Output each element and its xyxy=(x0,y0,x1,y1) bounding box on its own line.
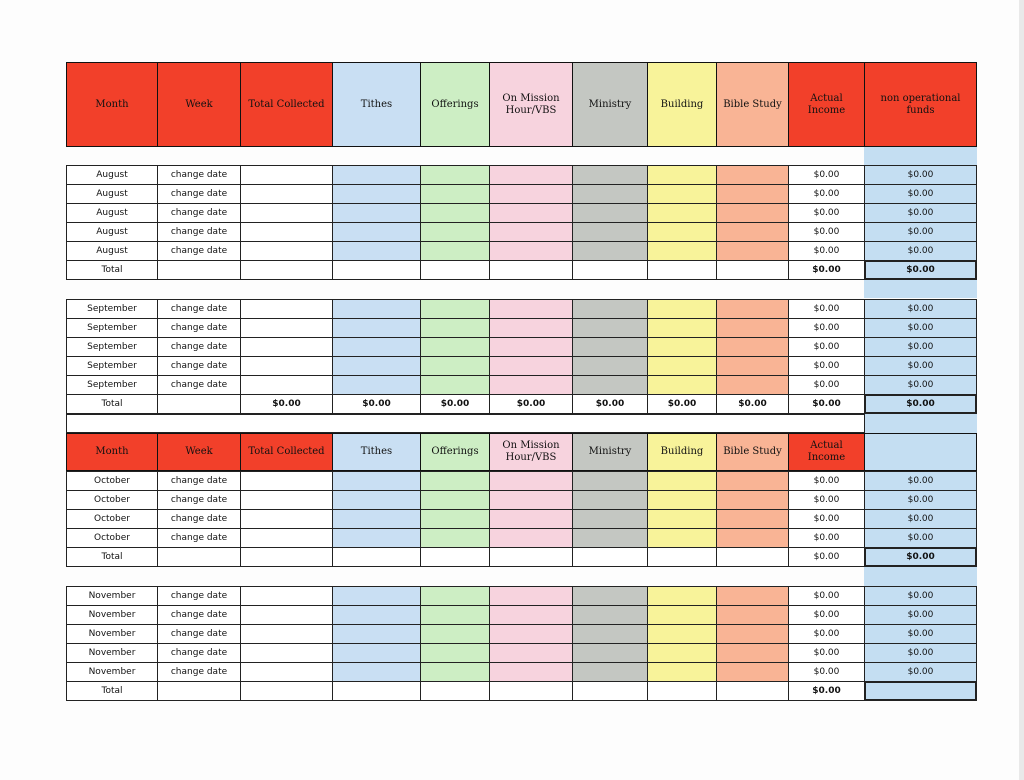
cell-tithes xyxy=(332,241,421,261)
week-cell: change date xyxy=(157,662,241,682)
non-op-gap xyxy=(864,566,977,586)
cell-total-collected xyxy=(240,662,333,682)
cell-ministry xyxy=(572,528,648,548)
cell-ministry xyxy=(572,222,648,242)
cell-on-mission xyxy=(489,318,573,338)
cell-building xyxy=(647,471,717,491)
cell-building xyxy=(647,356,717,376)
cell-total-collected xyxy=(240,586,333,606)
non-op-gap xyxy=(864,147,977,165)
month-cell: September xyxy=(66,318,158,338)
cell-bible-study xyxy=(716,375,789,395)
header-building: Building xyxy=(647,62,717,147)
actual-income-cell: $0.00 xyxy=(788,490,865,510)
non-op-cell: $0.00 xyxy=(864,528,977,548)
actual-income-cell: $0.00 xyxy=(788,643,865,663)
non-op-gap xyxy=(864,414,977,433)
cell-total-collected xyxy=(240,241,333,261)
cell-offerings xyxy=(420,165,490,185)
cell-total-collected xyxy=(240,605,333,625)
total-ministry xyxy=(572,547,648,567)
cell-offerings xyxy=(420,375,490,395)
cell-ministry xyxy=(572,356,648,376)
cell-total-collected xyxy=(240,184,333,204)
month-cell: November xyxy=(66,624,158,644)
week-cell: change date xyxy=(157,165,241,185)
non-op-cell: $0.00 xyxy=(864,241,977,261)
cell-building xyxy=(647,490,717,510)
total-actual-income: $0.00 xyxy=(788,260,865,280)
cell-offerings xyxy=(420,662,490,682)
cell-total-collected xyxy=(240,318,333,338)
month-cell: August xyxy=(66,203,158,223)
month-cell: August xyxy=(66,165,158,185)
actual-income-cell: $0.00 xyxy=(788,356,865,376)
cell-tithes xyxy=(332,490,421,510)
cell-tithes xyxy=(332,643,421,663)
cell-tithes xyxy=(332,375,421,395)
cell-ministry xyxy=(572,299,648,319)
cell-tithes xyxy=(332,165,421,185)
week-cell: change date xyxy=(157,605,241,625)
cell-tithes xyxy=(332,337,421,357)
month-cell: November xyxy=(66,605,158,625)
actual-income-cell: $0.00 xyxy=(788,318,865,338)
actual-income-cell: $0.00 xyxy=(788,337,865,357)
month-cell: September xyxy=(66,299,158,319)
non-op-cell: $0.00 xyxy=(864,586,977,606)
cell-building xyxy=(647,662,717,682)
non-op-cell: $0.00 xyxy=(864,605,977,625)
header-offerings: Offerings xyxy=(420,433,490,471)
cell-tithes xyxy=(332,586,421,606)
cell-bible-study xyxy=(716,471,789,491)
month-cell: October xyxy=(66,528,158,548)
month-cell: October xyxy=(66,490,158,510)
total-offerings: $0.00 xyxy=(420,394,490,414)
week-cell: change date xyxy=(157,624,241,644)
total-tithes xyxy=(332,681,421,701)
month-cell: September xyxy=(66,356,158,376)
week-cell: change date xyxy=(157,490,241,510)
cell-total-collected xyxy=(240,375,333,395)
cell-ministry xyxy=(572,165,648,185)
non-op-cell: $0.00 xyxy=(864,299,977,319)
actual-income-cell: $0.00 xyxy=(788,605,865,625)
total-on-mission: $0.00 xyxy=(489,394,573,414)
cell-total-collected xyxy=(240,528,333,548)
spacer-row xyxy=(66,414,865,433)
cell-ministry xyxy=(572,605,648,625)
cell-on-mission xyxy=(489,299,573,319)
cell-total-collected xyxy=(240,165,333,185)
total-week xyxy=(157,681,241,701)
header-tithes: Tithes xyxy=(332,62,421,147)
week-cell: change date xyxy=(157,528,241,548)
actual-income-cell: $0.00 xyxy=(788,662,865,682)
total-label: Total xyxy=(66,394,158,414)
non-op-cell: $0.00 xyxy=(864,509,977,529)
cell-on-mission xyxy=(489,165,573,185)
non-op-cell: $0.00 xyxy=(864,375,977,395)
total-ministry: $0.00 xyxy=(572,394,648,414)
non-op-cell: $0.00 xyxy=(864,662,977,682)
month-cell: September xyxy=(66,337,158,357)
cell-offerings xyxy=(420,184,490,204)
actual-income-cell: $0.00 xyxy=(788,184,865,204)
cell-on-mission xyxy=(489,528,573,548)
cell-building xyxy=(647,184,717,204)
non-op-cell: $0.00 xyxy=(864,203,977,223)
header-bible-study: Bible Study xyxy=(716,62,789,147)
month-cell: November xyxy=(66,643,158,663)
cell-total-collected xyxy=(240,203,333,223)
cell-on-mission xyxy=(489,586,573,606)
total-non-op: $0.00 xyxy=(864,547,977,567)
header-total-collected: Total Collected xyxy=(240,62,333,147)
cell-tithes xyxy=(332,222,421,242)
cell-ministry xyxy=(572,586,648,606)
cell-on-mission xyxy=(489,624,573,644)
cell-total-collected xyxy=(240,643,333,663)
cell-offerings xyxy=(420,490,490,510)
actual-income-cell: $0.00 xyxy=(788,528,865,548)
cell-total-collected xyxy=(240,299,333,319)
cell-ministry xyxy=(572,662,648,682)
week-cell: change date xyxy=(157,471,241,491)
cell-on-mission xyxy=(489,337,573,357)
total-on-mission xyxy=(489,547,573,567)
cell-on-mission xyxy=(489,241,573,261)
week-cell: change date xyxy=(157,586,241,606)
total-total-collected xyxy=(240,260,333,280)
header-ministry: Ministry xyxy=(572,433,648,471)
cell-building xyxy=(647,337,717,357)
week-cell: change date xyxy=(157,241,241,261)
cell-building xyxy=(647,241,717,261)
month-cell: August xyxy=(66,241,158,261)
total-week xyxy=(157,394,241,414)
page-edge xyxy=(1019,0,1024,780)
non-op-cell: $0.00 xyxy=(864,318,977,338)
non-op-cell: $0.00 xyxy=(864,222,977,242)
cell-ministry xyxy=(572,490,648,510)
cell-offerings xyxy=(420,222,490,242)
cell-offerings xyxy=(420,203,490,223)
actual-income-cell: $0.00 xyxy=(788,509,865,529)
cell-tithes xyxy=(332,509,421,529)
actual-income-cell: $0.00 xyxy=(788,203,865,223)
cell-offerings xyxy=(420,356,490,376)
cell-on-mission xyxy=(489,662,573,682)
cell-total-collected xyxy=(240,624,333,644)
cell-offerings xyxy=(420,586,490,606)
non-op-cell: $0.00 xyxy=(864,624,977,644)
cell-bible-study xyxy=(716,318,789,338)
cell-ministry xyxy=(572,471,648,491)
actual-income-cell: $0.00 xyxy=(788,624,865,644)
cell-bible-study xyxy=(716,165,789,185)
month-cell: October xyxy=(66,509,158,529)
cell-building xyxy=(647,624,717,644)
non-op-cell: $0.00 xyxy=(864,337,977,357)
cell-bible-study xyxy=(716,643,789,663)
total-bible-study xyxy=(716,681,789,701)
total-ministry xyxy=(572,260,648,280)
week-cell: change date xyxy=(157,203,241,223)
cell-ministry xyxy=(572,643,648,663)
total-total-collected xyxy=(240,681,333,701)
total-label: Total xyxy=(66,681,158,701)
cell-tithes xyxy=(332,662,421,682)
cell-on-mission xyxy=(489,375,573,395)
month-cell: November xyxy=(66,586,158,606)
header-ministry: Ministry xyxy=(572,62,648,147)
cell-tithes xyxy=(332,184,421,204)
total-on-mission xyxy=(489,681,573,701)
week-cell: change date xyxy=(157,184,241,204)
total-on-mission xyxy=(489,260,573,280)
cell-bible-study xyxy=(716,662,789,682)
header-on-mission: On Mission Hour/VBS xyxy=(489,433,573,471)
total-label: Total xyxy=(66,260,158,280)
header-actual-income: Actual Income xyxy=(788,433,865,471)
cell-tithes xyxy=(332,318,421,338)
non-op-cell: $0.00 xyxy=(864,471,977,491)
cell-tithes xyxy=(332,605,421,625)
cell-building xyxy=(647,586,717,606)
cell-building xyxy=(647,375,717,395)
total-tithes: $0.00 xyxy=(332,394,421,414)
week-cell: change date xyxy=(157,318,241,338)
cell-ministry xyxy=(572,375,648,395)
total-offerings xyxy=(420,547,490,567)
cell-on-mission xyxy=(489,605,573,625)
cell-offerings xyxy=(420,605,490,625)
total-tithes xyxy=(332,547,421,567)
total-building xyxy=(647,547,717,567)
total-actual-income: $0.00 xyxy=(788,547,865,567)
actual-income-cell: $0.00 xyxy=(788,586,865,606)
week-cell: change date xyxy=(157,337,241,357)
week-cell: change date xyxy=(157,509,241,529)
total-bible-study xyxy=(716,547,789,567)
week-cell: change date xyxy=(157,375,241,395)
cell-bible-study xyxy=(716,184,789,204)
cell-bible-study xyxy=(716,356,789,376)
cell-offerings xyxy=(420,643,490,663)
cell-bible-study xyxy=(716,337,789,357)
cell-building xyxy=(647,222,717,242)
cell-building xyxy=(647,528,717,548)
cell-bible-study xyxy=(716,222,789,242)
header-on-mission: On Mission Hour/VBS xyxy=(489,62,573,147)
cell-offerings xyxy=(420,624,490,644)
total-offerings xyxy=(420,681,490,701)
cell-on-mission xyxy=(489,356,573,376)
header-bible-study: Bible Study xyxy=(716,433,789,471)
cell-ministry xyxy=(572,203,648,223)
non-op-cell: $0.00 xyxy=(864,184,977,204)
cell-building xyxy=(647,203,717,223)
non-op-cell: $0.00 xyxy=(864,165,977,185)
header-month: Month xyxy=(66,433,158,471)
cell-offerings xyxy=(420,318,490,338)
cell-total-collected xyxy=(240,222,333,242)
cell-building xyxy=(647,643,717,663)
header-offerings: Offerings xyxy=(420,62,490,147)
actual-income-cell: $0.00 xyxy=(788,375,865,395)
header-actual-income: Actual Income xyxy=(788,62,865,147)
cell-offerings xyxy=(420,528,490,548)
cell-bible-study xyxy=(716,241,789,261)
cell-on-mission xyxy=(489,643,573,663)
cell-tithes xyxy=(332,528,421,548)
total-label: Total xyxy=(66,547,158,567)
cell-bible-study xyxy=(716,528,789,548)
cell-offerings xyxy=(420,471,490,491)
cell-ministry xyxy=(572,509,648,529)
total-week xyxy=(157,547,241,567)
cell-total-collected xyxy=(240,490,333,510)
header-month: Month xyxy=(66,62,158,147)
cell-tithes xyxy=(332,299,421,319)
non-op-cell: $0.00 xyxy=(864,643,977,663)
week-cell: change date xyxy=(157,299,241,319)
header-tithes: Tithes xyxy=(332,433,421,471)
non-op-gap xyxy=(864,280,977,298)
header-week: Week xyxy=(157,433,241,471)
total-total-collected xyxy=(240,547,333,567)
total-actual-income: $0.00 xyxy=(788,681,865,701)
month-cell: October xyxy=(66,471,158,491)
week-cell: change date xyxy=(157,643,241,663)
cell-bible-study xyxy=(716,605,789,625)
cell-ministry xyxy=(572,337,648,357)
non-op-cell: $0.00 xyxy=(864,490,977,510)
actual-income-cell: $0.00 xyxy=(788,241,865,261)
total-building xyxy=(647,260,717,280)
cell-total-collected xyxy=(240,471,333,491)
cell-bible-study xyxy=(716,203,789,223)
actual-income-cell: $0.00 xyxy=(788,165,865,185)
cell-total-collected xyxy=(240,337,333,357)
cell-building xyxy=(647,605,717,625)
total-week xyxy=(157,260,241,280)
month-cell: August xyxy=(66,184,158,204)
cell-bible-study xyxy=(716,509,789,529)
cell-building xyxy=(647,165,717,185)
month-cell: November xyxy=(66,662,158,682)
total-non-op: $0.00 xyxy=(864,394,977,414)
cell-total-collected xyxy=(240,356,333,376)
total-bible-study xyxy=(716,260,789,280)
cell-tithes xyxy=(332,356,421,376)
total-building: $0.00 xyxy=(647,394,717,414)
cell-ministry xyxy=(572,624,648,644)
cell-total-collected xyxy=(240,509,333,529)
cell-offerings xyxy=(420,337,490,357)
month-cell: September xyxy=(66,375,158,395)
cell-ministry xyxy=(572,184,648,204)
cell-on-mission xyxy=(489,490,573,510)
cell-bible-study xyxy=(716,586,789,606)
total-tithes xyxy=(332,260,421,280)
cell-ministry xyxy=(572,241,648,261)
cell-building xyxy=(647,299,717,319)
cell-tithes xyxy=(332,203,421,223)
total-total-collected: $0.00 xyxy=(240,394,333,414)
header-week: Week xyxy=(157,62,241,147)
actual-income-cell: $0.00 xyxy=(788,222,865,242)
cell-bible-study xyxy=(716,490,789,510)
cell-on-mission xyxy=(489,184,573,204)
cell-on-mission xyxy=(489,471,573,491)
header-total-collected: Total Collected xyxy=(240,433,333,471)
cell-on-mission xyxy=(489,203,573,223)
header-non-operational-blank xyxy=(864,433,977,471)
month-cell: August xyxy=(66,222,158,242)
total-building xyxy=(647,681,717,701)
header-building: Building xyxy=(647,433,717,471)
week-cell: change date xyxy=(157,222,241,242)
week-cell: change date xyxy=(157,356,241,376)
total-non-op xyxy=(864,681,977,701)
cell-offerings xyxy=(420,299,490,319)
cell-tithes xyxy=(332,471,421,491)
cell-offerings xyxy=(420,509,490,529)
total-ministry xyxy=(572,681,648,701)
cell-building xyxy=(647,318,717,338)
total-non-op: $0.00 xyxy=(864,260,977,280)
total-actual-income: $0.00 xyxy=(788,394,865,414)
cell-building xyxy=(647,509,717,529)
cell-on-mission xyxy=(489,222,573,242)
header-non-operational-funds: non operational funds xyxy=(864,62,977,147)
cell-ministry xyxy=(572,318,648,338)
total-offerings xyxy=(420,260,490,280)
actual-income-cell: $0.00 xyxy=(788,471,865,491)
non-op-cell: $0.00 xyxy=(864,356,977,376)
cell-on-mission xyxy=(489,509,573,529)
cell-bible-study xyxy=(716,299,789,319)
total-bible-study: $0.00 xyxy=(716,394,789,414)
cell-tithes xyxy=(332,624,421,644)
cell-bible-study xyxy=(716,624,789,644)
actual-income-cell: $0.00 xyxy=(788,299,865,319)
cell-offerings xyxy=(420,241,490,261)
